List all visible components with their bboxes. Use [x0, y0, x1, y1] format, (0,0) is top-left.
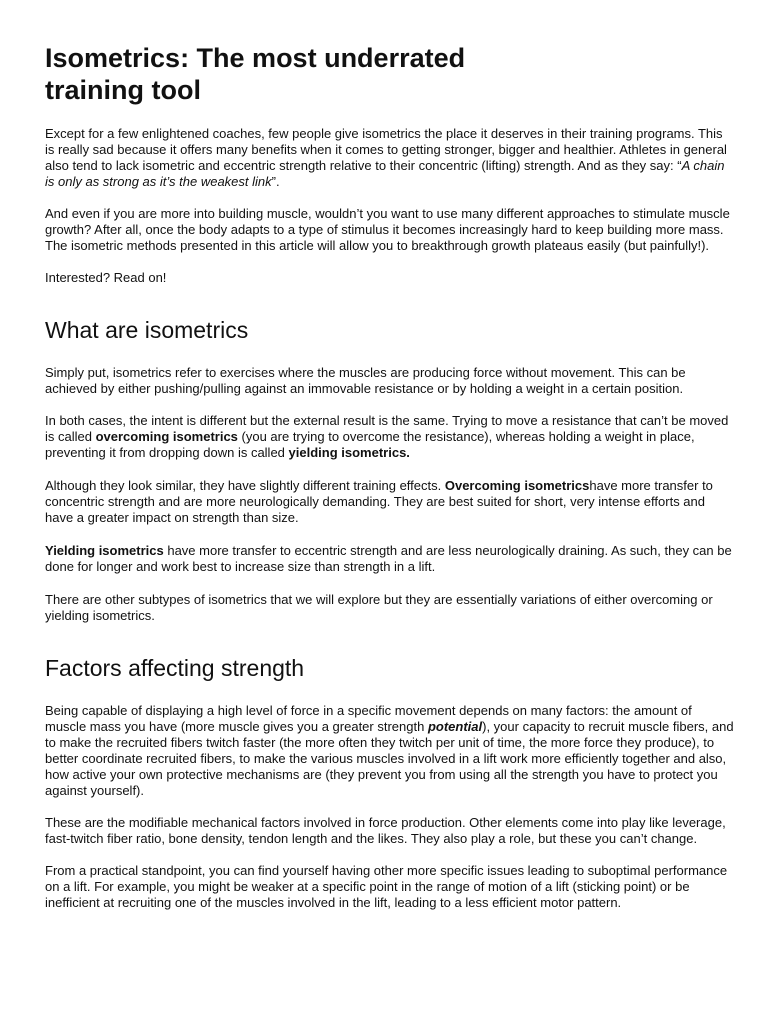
- what-paragraph-3-text-a: Although they look similar, they have slightly different training effects.: [45, 478, 445, 493]
- term-overcoming-isometrics-2: Overcoming isometrics: [444, 478, 590, 493]
- document-page: [45, 42, 735, 911]
- what-paragraph-2-text-c: (you are trying to overcome the resistance), whereas holding a weight in place, preventing it from dropping down is called: [45, 429, 695, 460]
- term-yielding-isometrics: yielding isometrics.: [288, 445, 410, 460]
- factors-paragraph-1-text-c: ), your capacity to recruit muscle fibers, and to make the recruited fibers twitch faster (the more often they twitch per unit of time, the more force they produce), to better coordinate recruited fibers, to make the various muscles involved in a lift work more efficiently together and also, how active your own protective mechanisms are (they prevent you from using all the strength you have to protect you against yourself).: [45, 719, 734, 798]
- term-yielding-isometrics-2: Yielding isometrics: [45, 543, 164, 558]
- what-paragraph-1: Simply put, isometrics refer to exercises where the muscles are producing force without movement. This can be achieved by either pushing/pulling against an immovable resistance or by holding a weight in a certain position.: [45, 365, 686, 396]
- what-paragraph-3-text-c: have more transfer to concentric strength and are more neurologically demanding. They are best suited for short, very intense efforts and have a greater impact on strength than size.: [45, 478, 713, 525]
- factors-paragraph-1: [45, 703, 735, 799]
- intro-paragraph-1-end: ”.: [271, 174, 280, 189]
- what-paragraph-2-text-a: In both cases, the intent is different but the external result is the same. Trying to move a resistance that can’t be moved is called: [45, 413, 729, 444]
- what-paragraph-5: There are other subtypes of isometrics that we will explore but they are essentially variations of either overcoming or yielding isometrics.: [45, 592, 713, 623]
- factors-paragraph-1-text-a: Being capable of displaying a high level of force in a specific movement depends on many factors: the amount of muscle mass you have (more muscle gives you a greater strength: [45, 703, 692, 734]
- intro-paragraph-2: And even if you are more into building muscle, wouldn’t you want to use many different approaches to stimulate muscle growth? After all, once the body adapts to a type of stimulus it becomes increasingly hard to keep building more mass. The isometric methods presented in this article will allow you to breakthrough growth plateaus easily (but painfully!).: [45, 206, 730, 253]
- factors-paragraph-2: These are the modifiable mechanical factors involved in force production. Other elements come into play like leverage, fast-twitch fiber ratio, bone density, tendon length and the likes. They also play a role, but these you can’t change.: [45, 815, 726, 846]
- term-overcoming-isometrics: overcoming isometrics: [95, 429, 238, 444]
- intro-paragraph-1: [45, 126, 735, 190]
- intro-quote: A chain is only as strong as it’s the weakest link: [45, 158, 725, 189]
- document-title: Isometrics: The most underrated training tool: [45, 43, 466, 105]
- section-heading-factors-affecting-strength: Factors affecting strength: [45, 655, 305, 681]
- what-paragraph-4-text-b: have more transfer to eccentric strength and are less neurologically draining. As such, they can be done for longer and work best to increase size than strength in a lift.: [45, 543, 732, 574]
- section-heading-what-are-isometrics: What are isometrics: [45, 317, 249, 343]
- intro-paragraph-1-text: Except for a few enlightened coaches, few people give isometrics the place it deserves in their training programs. This is really sad because it offers many benefits when it comes to getting stronger, bigger and healthier. Athletes in general also tend to lack isometric and eccentric strength relative to their concentric (lifting) strength. And as they say: “: [45, 126, 727, 173]
- what-paragraph-3: [45, 478, 735, 526]
- what-paragraph-2: [45, 413, 735, 461]
- term-potential: potential: [427, 719, 483, 734]
- factors-paragraph-3: From a practical standpoint, you can find yourself having other more specific issues leading to suboptimal performance on a lift. For example, you might be weaker at a specific point in the range of motion of a lift (sticking point) or be inefficient at recruiting one of the muscles involved in the lift, leading to a less efficient motor pattern.: [45, 863, 728, 910]
- what-paragraph-4: [45, 543, 735, 575]
- intro-paragraph-3: Interested? Read on!: [45, 270, 167, 285]
